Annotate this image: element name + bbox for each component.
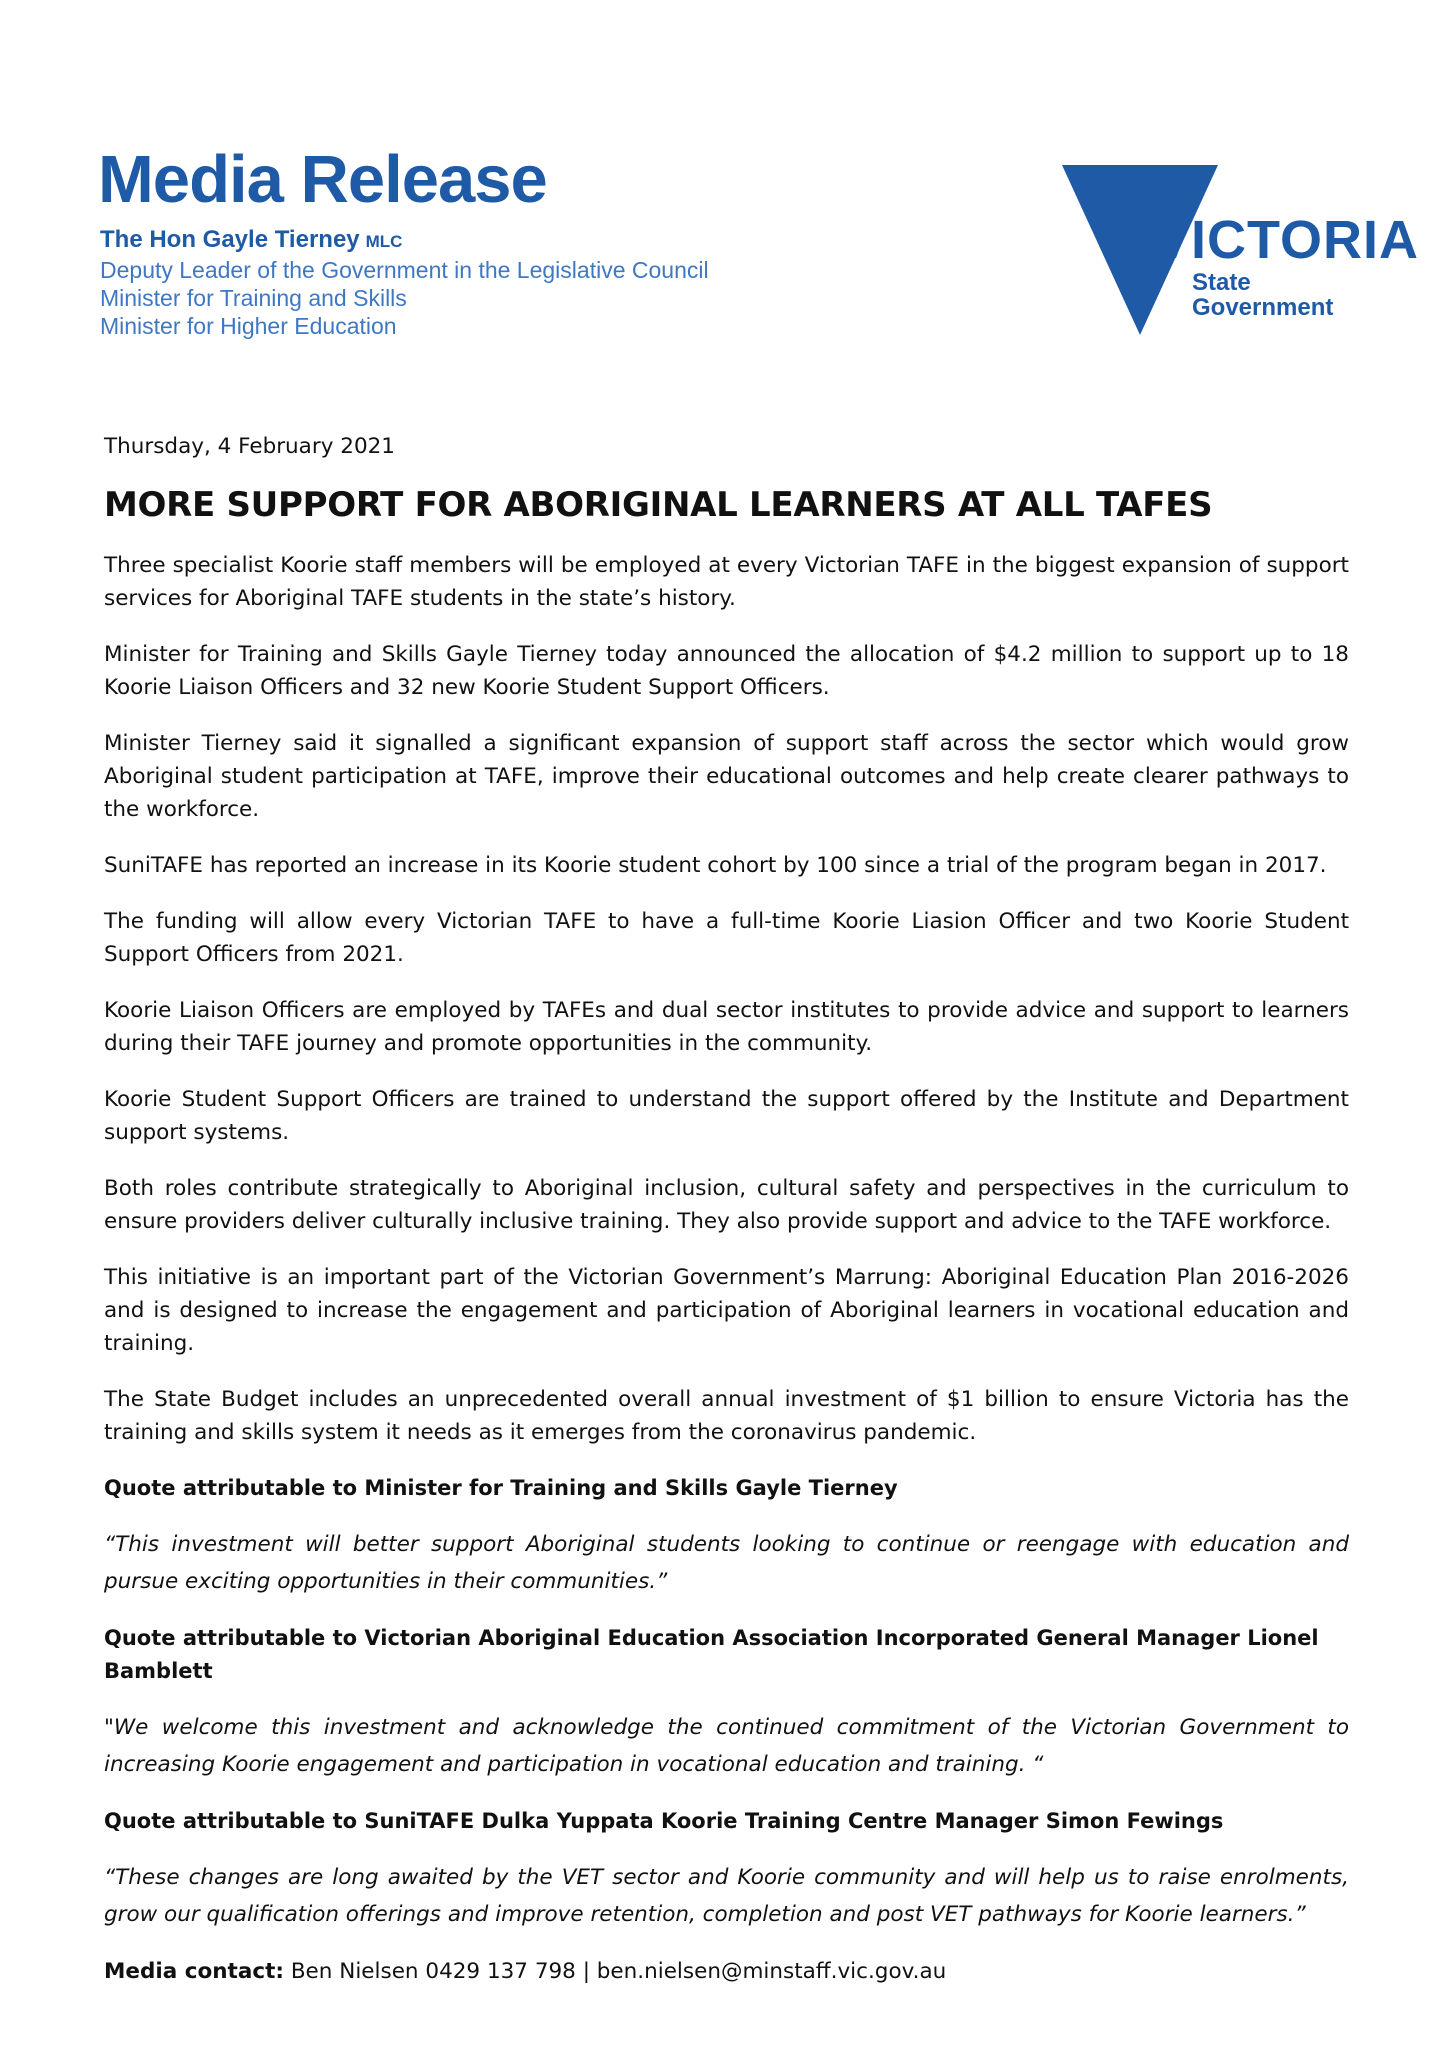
minister-name-text: The Hon Gayle Tierney (100, 226, 360, 253)
minister-name (100, 228, 402, 252)
release-body (104, 430, 1349, 1988)
minister-role: Deputy Leader of the Government in the Legislative Council (100, 257, 709, 283)
minister-roles (100, 256, 709, 340)
body-paragraph: The State Budget includes an unprecedented overall annual investment of $1 billion to ensure Victoria has the training and skills system it needs as it emerges from the coronavirus pandemic. (104, 1387, 1349, 1445)
headline: MORE SUPPORT FOR ABORIGINAL LEARNERS AT ALL TAFES (104, 485, 1213, 525)
logo-government-text: Government (1192, 294, 1334, 321)
logo-wordmark: VICTORIA (1154, 210, 1420, 270)
quote-heading: Quote attributable to Victorian Aboriginal Education Association Incorporated General Manager Lionel Bamblett (104, 1626, 1319, 1683)
minister-role: Minister for Higher Education (100, 313, 397, 339)
media-contact-label: Media contact: (104, 1959, 284, 1984)
body-paragraph: The funding will allow every Victorian TAFE to have a full-time Koorie Liasion Officer and two Koorie Student Support Officers from 2021. (104, 909, 1349, 967)
quote-text: “This investment will better support Aboriginal students looking to continue or reengage with education and pursue exciting opportunities in their communities.” (104, 1532, 1349, 1594)
body-paragraph: Koorie Liaison Officers are employed by TAFEs and dual sector institutes to provide advice and support to learners during their TAFE journey and promote opportunities in the community. (104, 998, 1349, 1056)
body-paragraph: Koorie Student Support Officers are trained to understand the support offered by the Institute and Department support systems. (104, 1087, 1349, 1145)
quote-text: “These changes are long awaited by the VET sector and Koorie community and will help us to raise enrolments, grow our qualification offerings and improve retention, completion and post VET pathways for Koorie learners.” (104, 1865, 1349, 1927)
body-paragraph: Both roles contribute strategically to Aboriginal inclusion, cultural safety and perspectives in the curriculum to ensure providers deliver culturally inclusive training. They also provide support and advice to the TAFE workforce. (104, 1176, 1349, 1234)
body-paragraph: Minister for Training and Skills Gayle Tierney today announced the allocation of $4.2 million to support up to 18 Koorie Liaison Officers and 32 new Koorie Student Support Officers. (104, 642, 1349, 700)
body-paragraph: This initiative is an important part of the Victorian Government’s Marrung: Aboriginal Education Plan 2016-2026 and is designed to increase the engagement and participation of Aboriginal learners in vocational education and training. (104, 1265, 1349, 1356)
quote-heading: Quote attributable to Minister for Training and Skills Gayle Tierney (104, 1476, 898, 1500)
body-paragraph: SuniTAFE has reported an increase in its Koorie student cohort by 100 since a trial of the program began in 2017. (104, 853, 1327, 878)
quote-text: "We welcome this investment and acknowledge the continued commitment of the Victorian Government to increasing Koorie engagement and participation in vocational education and training. “ (104, 1715, 1349, 1777)
logo-state-text: State (1192, 269, 1251, 296)
media-release-title: Media Release (98, 142, 547, 217)
media-contact (104, 1955, 1349, 1988)
body-paragraph: Three specialist Koorie staff members will be employed at every Victorian TAFE in the biggest expansion of support services for Aboriginal TAFE students in the state’s history. (104, 553, 1349, 611)
body-paragraph: Minister Tierney said it signalled a significant expansion of support staff across the sector which would grow Aboriginal student participation at TAFE, improve their educational outcomes and help create clearer pathways to the workforce. (104, 731, 1349, 822)
quote-heading: Quote attributable to SuniTAFE Dulka Yuppata Koorie Training Centre Manager Simon Fewings (104, 1809, 1224, 1833)
release-date: Thursday, 4 February 2021 (104, 434, 395, 459)
media-contact-details: Ben Nielsen 0429 137 798 | ben.nielsen@minstaff.vic.gov.au (290, 1959, 947, 1984)
minister-role: Minister for Training and Skills (100, 285, 407, 311)
victoria-state-government-logo (1062, 163, 1420, 338)
minister-suffix: MLC (365, 232, 403, 251)
